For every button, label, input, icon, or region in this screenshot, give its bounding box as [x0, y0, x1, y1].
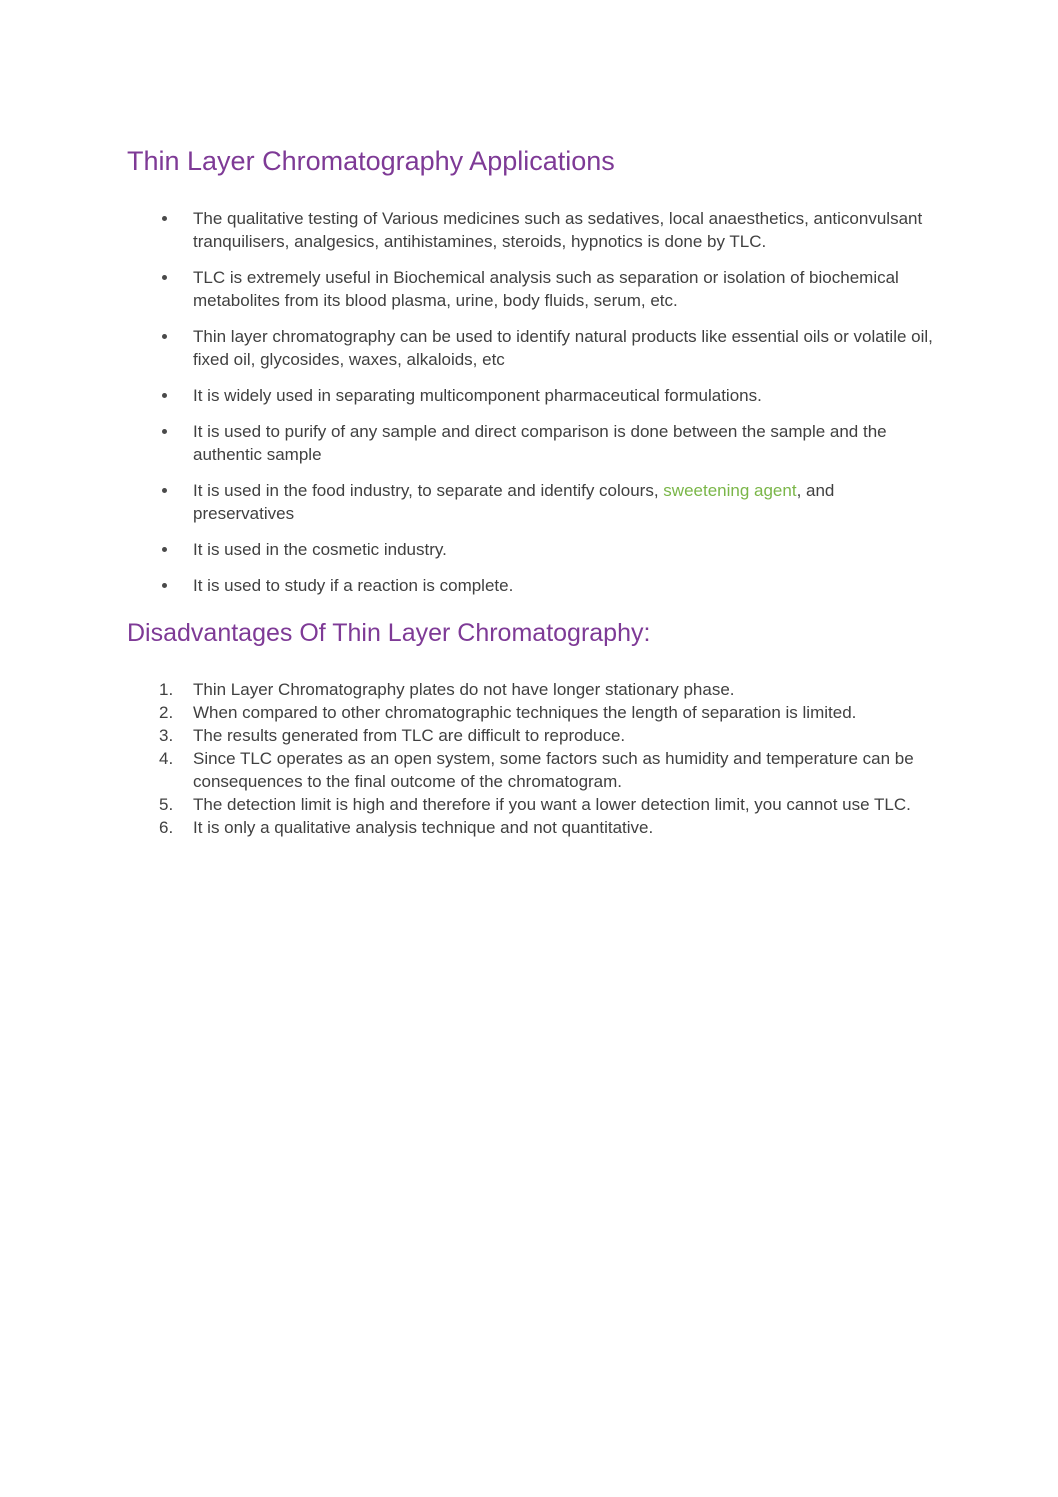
list-item-biochemical-analysis: TLC is extremely useful in Biochemical analysis such as separation or isolation of biochemical metabolites from its blood plasma, urine, body fluids, serum, etc. [193, 266, 933, 312]
list-item-food-industry [193, 479, 933, 525]
food-item-text-after: , and preservatives [193, 481, 835, 524]
disadvantage-item-stationary-phase: Thin Layer Chromatography plates do not have longer stationary phase. [193, 679, 735, 699]
disadvantages-heading: Disadvantages Of Thin Layer Chromatography: [127, 619, 651, 648]
applications-heading: Thin Layer Chromatography Applications [127, 146, 615, 176]
sweetening-agent-link[interactable]: sweetening agent [663, 481, 797, 501]
food-item-text-before: It is used in the food industry, to separate and identify colours, [193, 481, 664, 501]
disadvantage-item-reproducibility: The results generated from TLC are difficult to reproduce. [193, 725, 626, 745]
list-item-pharmaceutical-formulations: It is widely used in separating multicomponent pharmaceutical formulations. [193, 384, 933, 407]
disadvantages-list [127, 678, 933, 839]
disadvantage-item-detection-limit: The detection limit is high and therefore if you want a lower detection limit, you cannot use TLC. [193, 794, 911, 814]
list-item-cosmetic-industry: It is used in the cosmetic industry. [193, 538, 933, 561]
list-item-purify-sample: It is used to purify of any sample and direct comparison is done between the sample and the authentic sample [193, 420, 933, 466]
list-item-reaction-complete: It is used to study if a reaction is complete. [193, 574, 933, 597]
disadvantage-item-qualitative-only: It is only a qualitative analysis technique and not quantitative. [193, 817, 654, 837]
applications-list [127, 207, 933, 597]
disadvantage-item-separation-length: When compared to other chromatographic techniques the length of separation is limited. [193, 702, 857, 722]
disadvantage-item-open-system: Since TLC operates as an open system, some factors such as humidity and temperature can be consequences to the final outcome of the chromatogram. [193, 748, 914, 791]
list-item-qualitative-testing: The qualitative testing of Various medicines such as sedatives, local anaesthetics, anticonvulsant tranquilisers, analgesics, antihistamines, steroids, hypnotics is done by TLC. [193, 207, 933, 253]
list-item-natural-products: Thin layer chromatography can be used to identify natural products like essential oils or volatile oil, fixed oil, glycosides, waxes, alkaloids, etc [193, 327, 933, 370]
